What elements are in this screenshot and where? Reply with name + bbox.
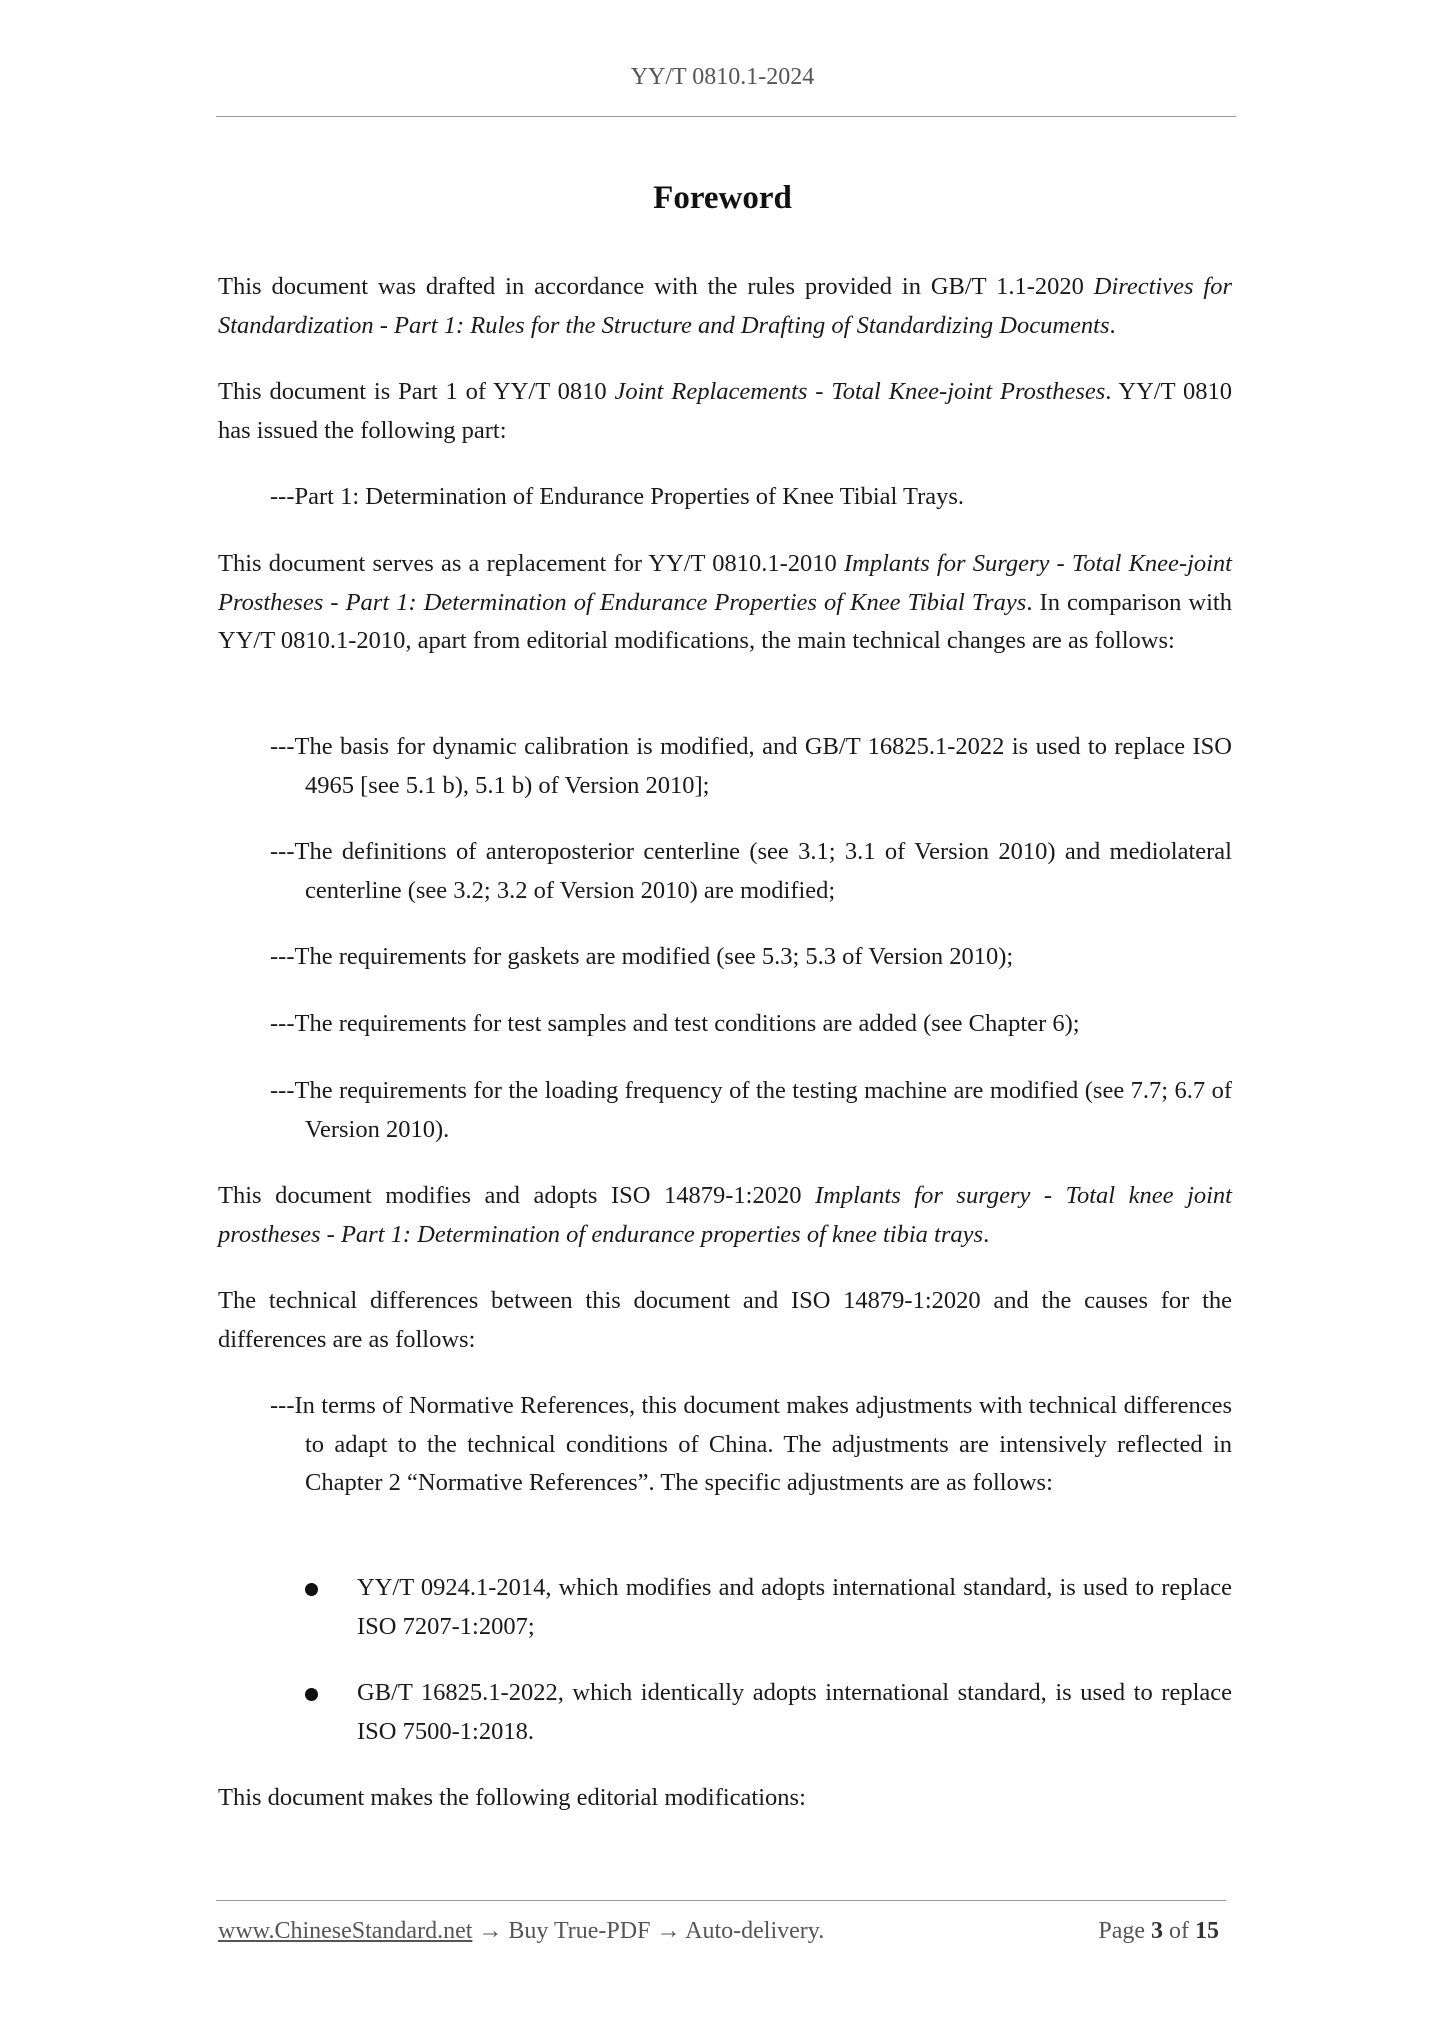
bullet-dot-icon: [305, 1583, 318, 1596]
paragraph-replacement: [218, 545, 1232, 661]
bullet-dot-icon: [305, 1688, 318, 1701]
paragraph-text: This document is Part 1 of YY/T 0810: [218, 378, 615, 405]
change-item-dynamic-calibration: ---The basis for dynamic calibration is modified, and GB/T 16825.1-2022 is used to replace ISO 4965 [see 5.1 b), 5.1 b) of Version 2010];: [270, 733, 1232, 799]
bullet-item-gbt16825: [305, 1674, 1232, 1751]
arrow-right-icon: →: [656, 1918, 681, 1944]
of-label: of: [1169, 1918, 1189, 1944]
paragraph-text: This document was drafted in accordance with the rules provided in GB/T 1.1-2020: [218, 273, 1094, 300]
change-item-loading-frequency: ---The requirements for the loading frequency of the testing machine are modified (see 7.7; 6.7 of Version 2010).: [270, 1077, 1232, 1143]
site-link[interactable]: www.ChineseStandard.net: [218, 1918, 473, 1944]
paragraph-text: .: [983, 1220, 990, 1248]
paragraph-part-info: [218, 373, 1232, 450]
paragraph-italic-title: Implants for surgery - Total knee joint prostheses - Part 1: Determination of endurance properties of knee tibia trays: [218, 1182, 1232, 1248]
header-document-code: YY/T 0810.1-2024: [630, 64, 815, 90]
paragraph-italic-title: Implants for Surgery - Total Knee-joint Prostheses - Part 1: Determination of Endurance Properties of Knee Tibial Trays: [218, 550, 1232, 616]
paragraph-text: . YY/T 0810 has issued the following part:: [218, 378, 1232, 444]
bullet-text: GB/T 16825.1-2022, which identically adopts international standard, is used to replace ISO 7500-1:2018.: [357, 1679, 1232, 1745]
paragraph-italic-title: Joint Replacements - Total Knee-joint Prostheses: [614, 378, 1106, 405]
page-indicator: [1098, 1918, 1219, 1945]
paragraph-text: This document serves as a replacement for YY/T 0810.1-2010: [218, 550, 844, 577]
paragraph-technical-differences: The technical differences between this document and ISO 14879-1:2020 and the causes for the differences are as follows:: [218, 1287, 1232, 1353]
paragraph-italic-title: Directives for Standardization - Part 1: Rules for the Structure and Drafting of Standardizing Documents: [218, 273, 1232, 339]
page-total: 15: [1195, 1918, 1219, 1944]
change-item-centerline-definitions: ---The definitions of anteroposterior centerline (see 3.1; 3.1 of Version 2010) and mediolateral centerline (see 3.2; 3.2 of Version 2010) are modified;: [270, 838, 1232, 904]
change-item-gaskets: ---The requirements for gaskets are modified (see 5.3; 5.3 of Version 2010);: [270, 943, 1014, 970]
header-divider: [216, 116, 1236, 117]
paragraph-iso-adoption: [218, 1177, 1232, 1254]
buy-pdf-text: Buy True-PDF: [508, 1918, 651, 1944]
footer-divider: [216, 1900, 1226, 1901]
page-label: Page: [1098, 1918, 1145, 1944]
paragraph-drafting-rules: [218, 268, 1232, 345]
paragraph-text: . In comparison with YY/T 0810.1-2010, apart from editorial modifications, the main technical changes are as follows:: [218, 588, 1232, 654]
bullet-item-yyt0924: [305, 1569, 1232, 1646]
paragraph-editorial-modifications: This document makes the following editorial modifications:: [218, 1784, 806, 1811]
change-item-test-samples: ---The requirements for test samples and test conditions are added (see Chapter 6);: [270, 1010, 1080, 1037]
paragraph-text: .: [1109, 311, 1116, 339]
bullet-text: YY/T 0924.1-2014, which modifies and adopts international standard, is used to replace ISO 7207-1:2007;: [357, 1574, 1232, 1640]
part-list-item: ---Part 1: Determination of Endurance Properties of Knee Tibial Trays.: [270, 483, 965, 510]
arrow-right-icon: →: [478, 1918, 503, 1944]
difference-item-normative-references: ---In terms of Normative References, this document makes adjustments with technical differences to adapt to the technical conditions of China. The adjustments are intensively reflected in Chapter 2 “Normative References”. The specific adjustments are as follows:: [270, 1392, 1232, 1496]
page-title: Foreword: [653, 180, 792, 216]
page-number: 3: [1151, 1918, 1163, 1944]
paragraph-text: This document modifies and adopts ISO 14879-1:2020: [218, 1182, 815, 1209]
auto-delivery-text: Auto-delivery.: [685, 1918, 825, 1944]
footer-links: [218, 1918, 824, 1945]
